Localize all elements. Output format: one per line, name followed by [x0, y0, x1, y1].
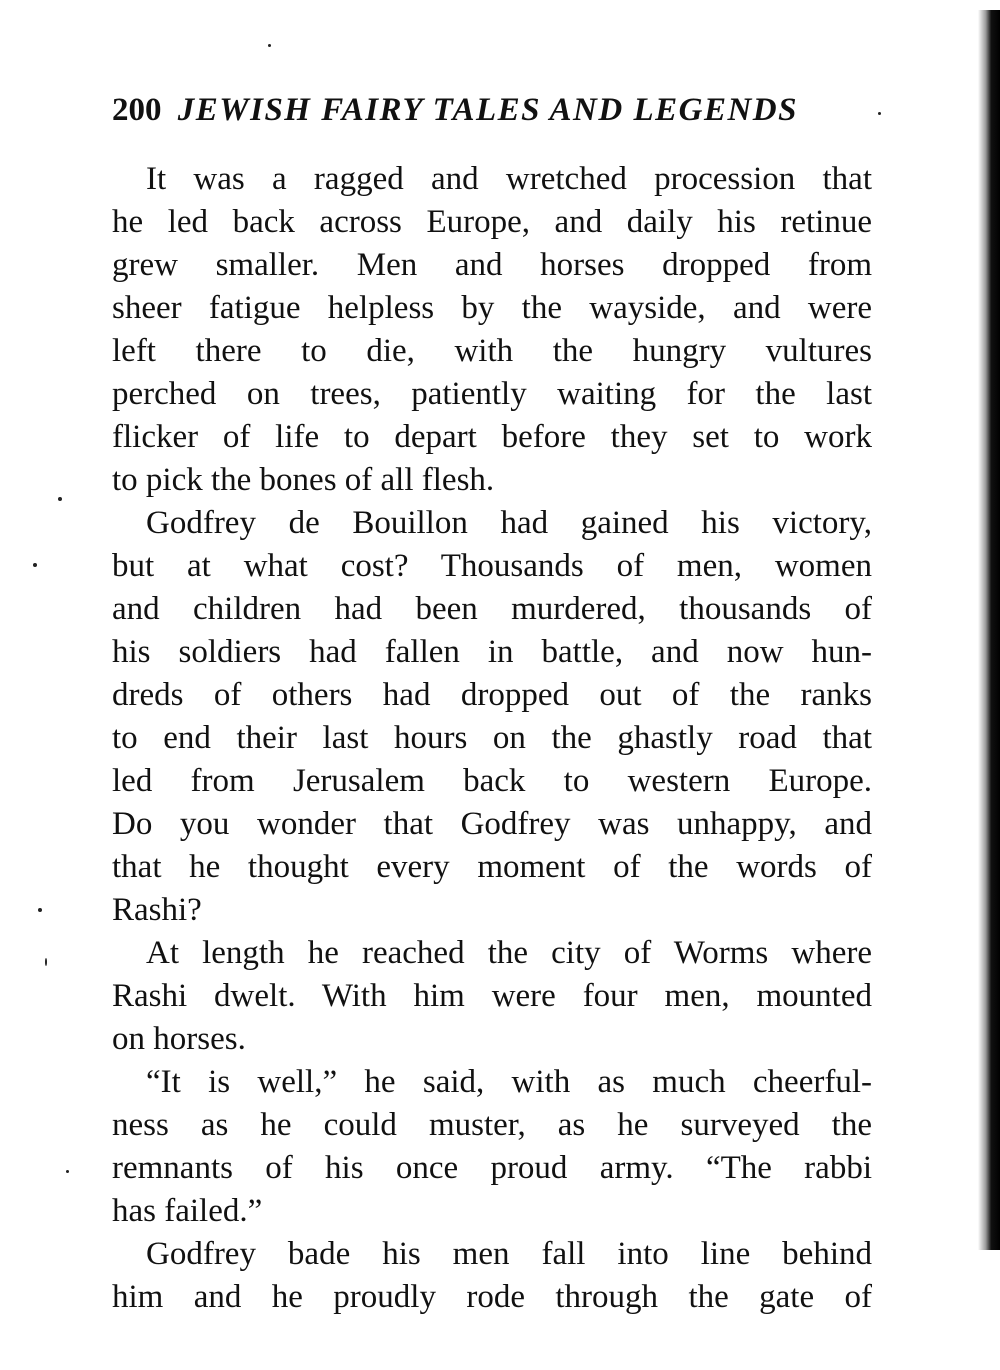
text-line: Godfrey bade his men fall into line behind — [146, 1236, 872, 1272]
text-line: that he thought every moment of the words of — [112, 849, 872, 885]
text-line: left there to die, with the hungry vultures — [112, 333, 872, 369]
paper-speck — [58, 497, 62, 501]
running-head — [112, 88, 872, 132]
text-line: and children had been murdered, thousands of — [112, 591, 872, 627]
text-line: led from Jerusalem back to western Europe. — [112, 763, 872, 799]
text-line: ness as he could muster, as he surveyed the — [112, 1107, 872, 1143]
text-line: perched on trees, patiently waiting for the last — [112, 376, 872, 412]
text-line: Godfrey de Bouillon had gained his victory, — [146, 505, 872, 541]
text-line: sheer fatigue helpless by the wayside, and were — [112, 290, 872, 326]
text-line: grew smaller. Men and horses dropped from — [112, 247, 872, 283]
text-line: “It is well,” he said, with as much cheerful- — [146, 1064, 872, 1100]
text-line: dreds of others had dropped out of the ranks — [112, 677, 872, 713]
text-line: he led back across Europe, and daily his retinue — [112, 204, 872, 240]
text-line: has failed.” — [112, 1193, 263, 1229]
text-line: At length he reached the city of Worms where — [146, 935, 872, 971]
text-line: his soldiers had fallen in battle, and now hun- — [112, 634, 872, 670]
page-number: 200 — [112, 92, 162, 128]
paper-speck — [878, 112, 881, 115]
text-line: to pick the bones of all flesh. — [112, 462, 495, 498]
text-line: It was a ragged and wretched procession that — [146, 161, 872, 197]
text-line: but at what cost? Thousands of men, women — [112, 548, 872, 584]
body-text — [112, 158, 872, 1319]
paragraph — [112, 158, 872, 502]
text-line: remnants of his once proud army. “The rabbi — [112, 1150, 872, 1186]
paragraph — [112, 932, 872, 1061]
paragraph — [112, 1233, 872, 1319]
paper-speck — [38, 908, 42, 912]
paper-speck — [33, 563, 37, 567]
paper-speck — [66, 1170, 69, 1173]
text-line: Rashi? — [112, 892, 202, 928]
text-line: Rashi dwelt. With him were four men, mounted — [112, 978, 872, 1014]
paragraph — [112, 1061, 872, 1233]
book-title: JEWISH FAIRY TALES AND LEGENDS — [177, 92, 798, 128]
text-line: to end their last hours on the ghastly road that — [112, 720, 872, 756]
text-line: on horses. — [112, 1021, 246, 1057]
binding-edge-shadow — [970, 0, 1000, 1370]
text-line: him and he proudly rode through the gate of — [112, 1279, 872, 1315]
text-line: flicker of life to depart before they set to work — [112, 419, 872, 455]
paragraph — [112, 502, 872, 932]
paper-speck — [268, 44, 271, 47]
text-line: Do you wonder that Godfrey was unhappy, and — [112, 806, 872, 842]
paper-speck — [45, 958, 47, 966]
